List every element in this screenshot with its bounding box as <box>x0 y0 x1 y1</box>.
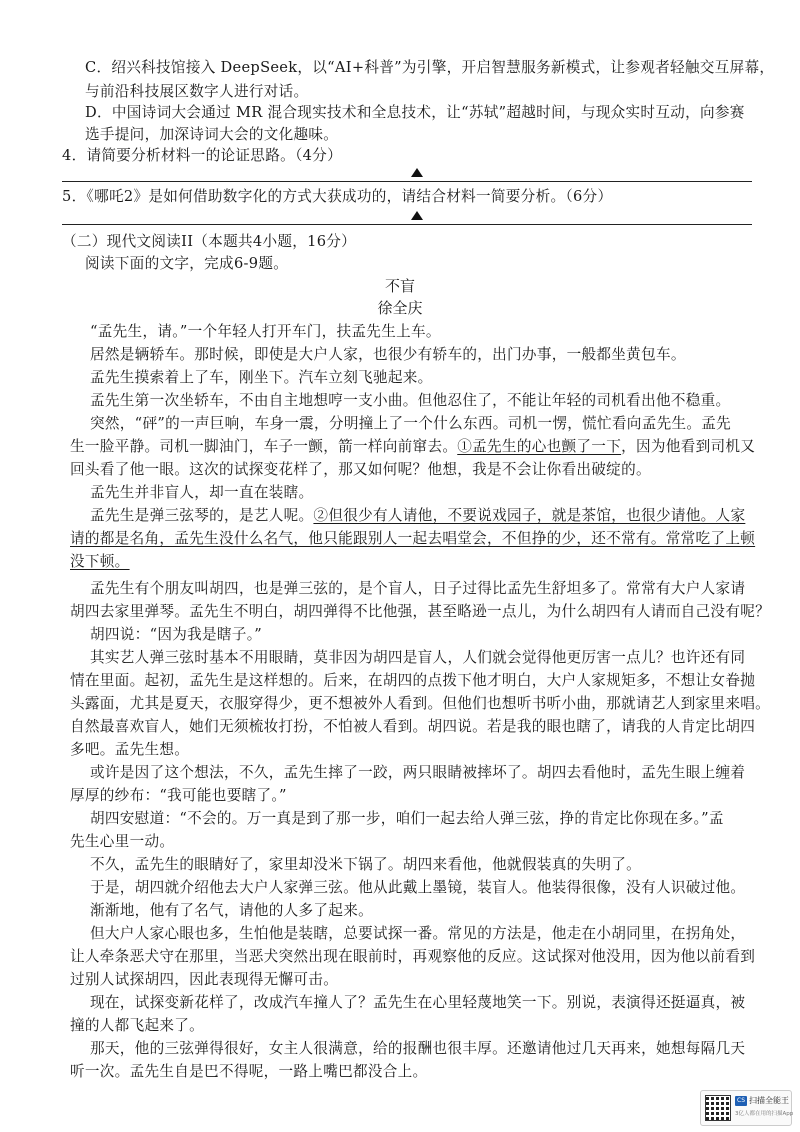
answer-marker-icon <box>411 168 423 177</box>
story-line: 自然最喜欢盲人，她们无须梳妆打扮，不怕被人看到。胡四说。若是我的眼也瞎了，请我的人肯定比胡四 <box>70 718 756 735</box>
story-line: 突然，“砰”的一声巨响，车身一震，分明撞上了一个什么东西。司机一愣，慌忙看向孟先生。孟先 <box>90 415 732 432</box>
story-line: 听一次。孟先生自是巴不得呢，一路上嘴巴都没合上。 <box>70 1063 428 1080</box>
story-text: 孟先生是弹三弦琴的，是艺人呢。 <box>90 507 314 524</box>
story-line: 头露面，尤其是夏天，衣服穿得少，更不想被外人看到。但他们也想听书听小曲，那就请艺人到家里来唱。 <box>70 695 771 712</box>
story-line: 撞的人都飞起来了。 <box>70 1017 205 1034</box>
story-line: 孟先生摸索着上了车，刚坐下。汽车立刻飞驰起来。 <box>90 369 433 386</box>
option-d-line2: 选手提问，加深诗词大会的文化趣味。 <box>85 126 339 143</box>
underlined-sentence-2-cont: 请的都是名角，孟先生没什么名气，他只能跟别人一起去唱堂会，不但挣的少，还不常有。常常吃了上顿 <box>70 530 756 547</box>
underlined-sentence-2: ②但很少有人请他，不要说戏园子，就是茶馆，也很少请他。人家 <box>313 507 746 524</box>
scanner-logo: CS <box>737 1097 745 1104</box>
story-line: 厚厚的纱布：“我可能也要瞎了。” <box>70 787 287 804</box>
story-line-with-underline <box>90 506 745 526</box>
section-heading: （二）现代文阅读II（本题共4小题，16分） <box>62 233 357 250</box>
scanner-app-name: 扫描全能王 <box>749 1096 789 1105</box>
story-line: “孟先生，请。”一个年轻人打开车门，扶孟先生上车。 <box>90 323 441 340</box>
story-text: 生一脸平静。司机一脚油门，车子一颤，箭一样向前窜去。 <box>70 438 458 455</box>
option-c-line1: C．绍兴科技馆接入 DeepSeek，以“AI+科普”为引擎，开启智慧服务新模式，让参观者轻触交互屏幕， <box>85 59 775 76</box>
underlined-sentence-1: ①孟先生的心也颤了一下 <box>457 438 622 455</box>
story-line: 过别人试探胡四，因此表现得无懈可击。 <box>70 971 339 988</box>
story-author: 徐全庆 <box>377 299 423 317</box>
scanner-tagline: 3亿人都在用的扫描App <box>735 1111 794 1117</box>
answer-marker-icon <box>411 211 423 220</box>
story-line-with-underline <box>70 437 755 457</box>
story-line: 胡四去家里弹琴。孟先生不明白，胡四弹得不比他强，甚至略逊一点儿，为什么胡四有人请而自己没有呢？ <box>70 603 771 620</box>
story-line: 胡四安慰道：“不会的。万一真是到了那一步，咱们一起去给人弹三弦，挣的肯定比你现在多。”孟 <box>90 810 724 827</box>
story-text: ，因为他看到司机又 <box>621 438 756 455</box>
story-line: 或许是因了这个想法，不久，孟先生摔了一跤，两只眼睛被摔坏了。胡四去看他时，孟先生眼上缠着 <box>90 764 746 781</box>
story-line: 于是，胡四就介绍他去大户人家弹三弦。他从此戴上墨镜，装盲人。他装得很像，没有人识破过他。 <box>90 879 746 896</box>
story-line: 那天，他的三弦弹得很好，女主人很满意，给的报酬也很丰厚。还邀请他过几天再来，她想每隔几天 <box>90 1040 746 1057</box>
story-line: 胡四说：“因为我是瞎子。” <box>90 626 263 643</box>
story-line: 孟先生有个朋友叫胡四，也是弹三弦的，是个盲人，日子过得比孟先生舒坦多了。常常有大户人家请 <box>90 580 746 597</box>
answer-line <box>62 224 752 225</box>
story-line: 渐渐地，他有了名气，请他的人多了起来。 <box>90 902 373 919</box>
story-line: 居然是辆轿车。那时候，即使是大户人家，也很少有轿车的，出门办事，一般都坐黄包车。 <box>90 346 686 363</box>
question-5: 5．《哪吒2》是如何借助数字化的方式大获成功的，请结合材料一简要分析。（6分） <box>62 188 613 205</box>
story-line: 孟先生第一次坐轿车，不由自主地想哼一支小曲。但他忍住了，不能让年轻的司机看出他不稳重。 <box>90 392 731 409</box>
story-line: 让人牵条恶犬守在那里，当恶犬突然出现在眼前时，再观察他的反应。这试探对他没用，因为他以前看到 <box>70 948 756 965</box>
section-instruction: 阅读下面的文字，完成6-9题。 <box>85 255 289 272</box>
story-title: 不盲 <box>384 277 415 295</box>
scanner-watermark <box>700 1090 792 1126</box>
story-line: 孟先生并非盲人，却一直在装瞎。 <box>90 484 314 501</box>
story-line: 先生心里一动。 <box>70 833 175 850</box>
option-c-line2: 与前沿科技展区数字人进行对话。 <box>85 83 309 100</box>
qr-code-icon <box>705 1095 731 1121</box>
story-line: 现在，试探变新花样了，改成汽车撞人了？孟先生在心里轻蔑地笑一下。别说，表演得还挺逼真，被 <box>90 994 746 1011</box>
story-line: 其实艺人弹三弦时基本不用眼睛，莫非因为胡四是盲人，人们就会觉得他更厉害一点儿？也许还有同 <box>90 649 746 666</box>
story-line: 不久，孟先生的眼睛好了，家里却没米下锅了。胡四来看他，他就假装真的失明了。 <box>90 856 642 873</box>
answer-line <box>62 181 752 182</box>
story-line: 情在里面。起初，孟先生是这样想的。后来，在胡四的点拨下他才明白，大户人家规矩多，不想让女眷抛 <box>70 672 756 689</box>
story-line: 但大户人家心眼也多，生怕他是装瞎，总要试探一番。常见的方法是，他走在小胡同里，在拐角处， <box>90 925 746 942</box>
question-4: 4．请简要分析材料一的论证思路。（4分） <box>62 147 342 164</box>
underlined-sentence-2-end: 没下顿。 <box>70 553 130 570</box>
story-line: 多吧。孟先生想。 <box>70 741 190 758</box>
option-d-line1: D．中国诗词大会通过 MR 混合现实技术和全息技术，让“苏轼”超越时间，与现众实时互动，向参赛 <box>85 104 745 121</box>
story-line: 回头看了他一眼。这次的试探变花样了，那又如何呢？他想，我是不会让你看出破绽的。 <box>70 461 651 478</box>
